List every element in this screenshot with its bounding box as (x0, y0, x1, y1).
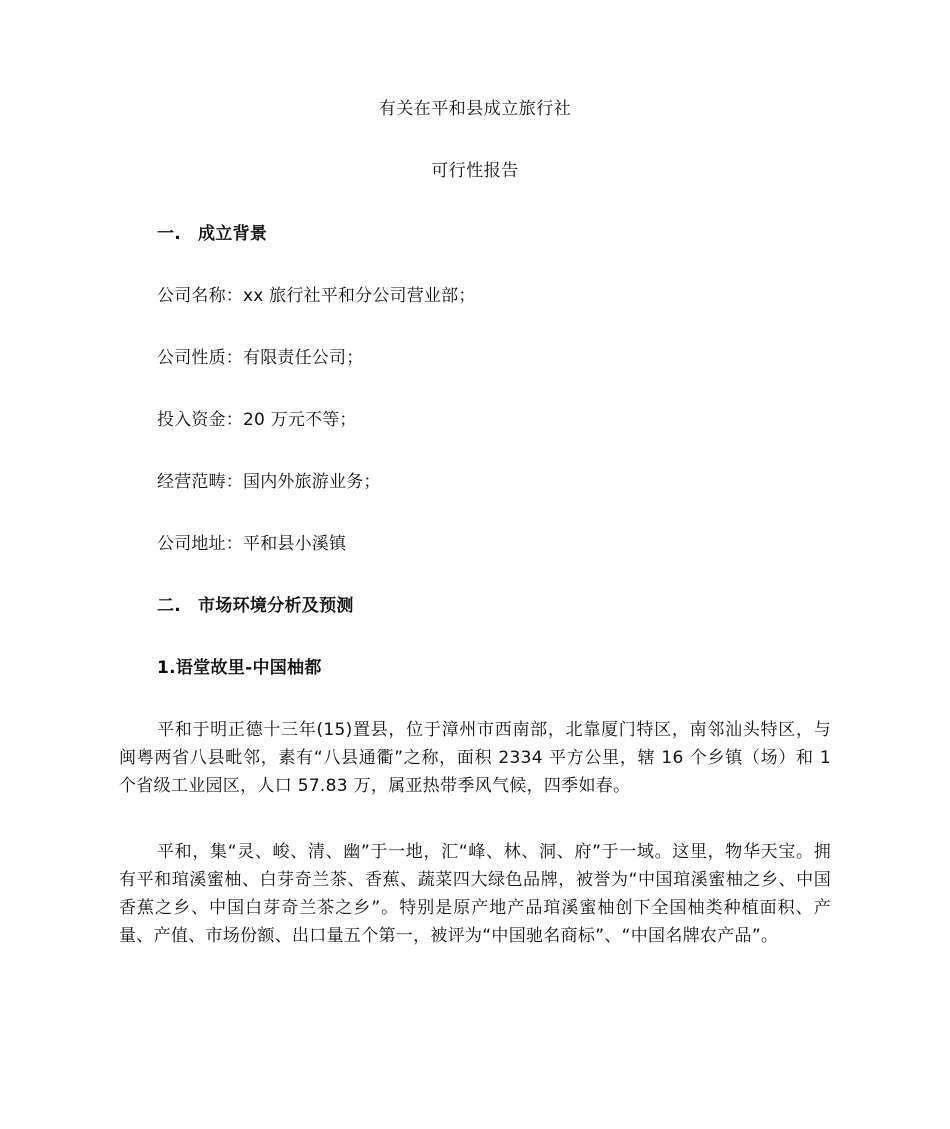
body-paragraph: 平和于明正德十三年(15)置县，位于漳州市西南部，北靠厦门特区，南邻汕头特区，与闽粤两省八县毗邻，素有“八县通衢”之称，面积 2334 平方公里，辖 16 个乡镇（场）和 1 个省级工业园区，人口 57.83 万，属亚热带季风气候，四季如春。 (119, 720, 831, 796)
section-title: 成立背景 (198, 224, 268, 244)
section-title: 市场环境分析及预测 (198, 596, 354, 616)
company-name-line: 公司名称：xx 旅行社平和分公司营业部； (157, 286, 476, 306)
body-paragraph: 平和，集“灵、峻、清、幽”于一地，汇“峰、林、洞、府”于一域。这里，物华天宝。拥有平和琯溪蜜柚、白芽奇兰茶、香蕉、蔬菜四大绿色品牌，被誉为“中国琯溪蜜柚之乡、中国香蕉之乡、中国白芽奇兰茶之乡”。特别是原产地产品琯溪蜜柚创下全国柚类种植面积、产量、产值、市场份额、出口量五个第一，被评为“中国驰名商标”、“中国名牌农产品”。 (119, 842, 831, 946)
address-line: 公司地址：平和县小溪镇 (157, 534, 347, 554)
section-number: 一. (157, 224, 182, 244)
section-number: 二. (157, 596, 182, 616)
subsection-heading: 1.语堂故里-中国柚都 (157, 658, 322, 678)
section-heading-market (157, 594, 354, 618)
section-heading-background (157, 222, 267, 246)
investment-line: 投入资金：20 万元不等； (157, 410, 357, 430)
document-subtitle: 可行性报告 (431, 161, 519, 181)
company-type-line: 公司性质：有限责任公司； (157, 348, 364, 368)
document-title: 有关在平和县成立旅行社 (378, 99, 572, 119)
business-scope-line: 经营范畴：国内外旅游业务； (157, 472, 381, 492)
